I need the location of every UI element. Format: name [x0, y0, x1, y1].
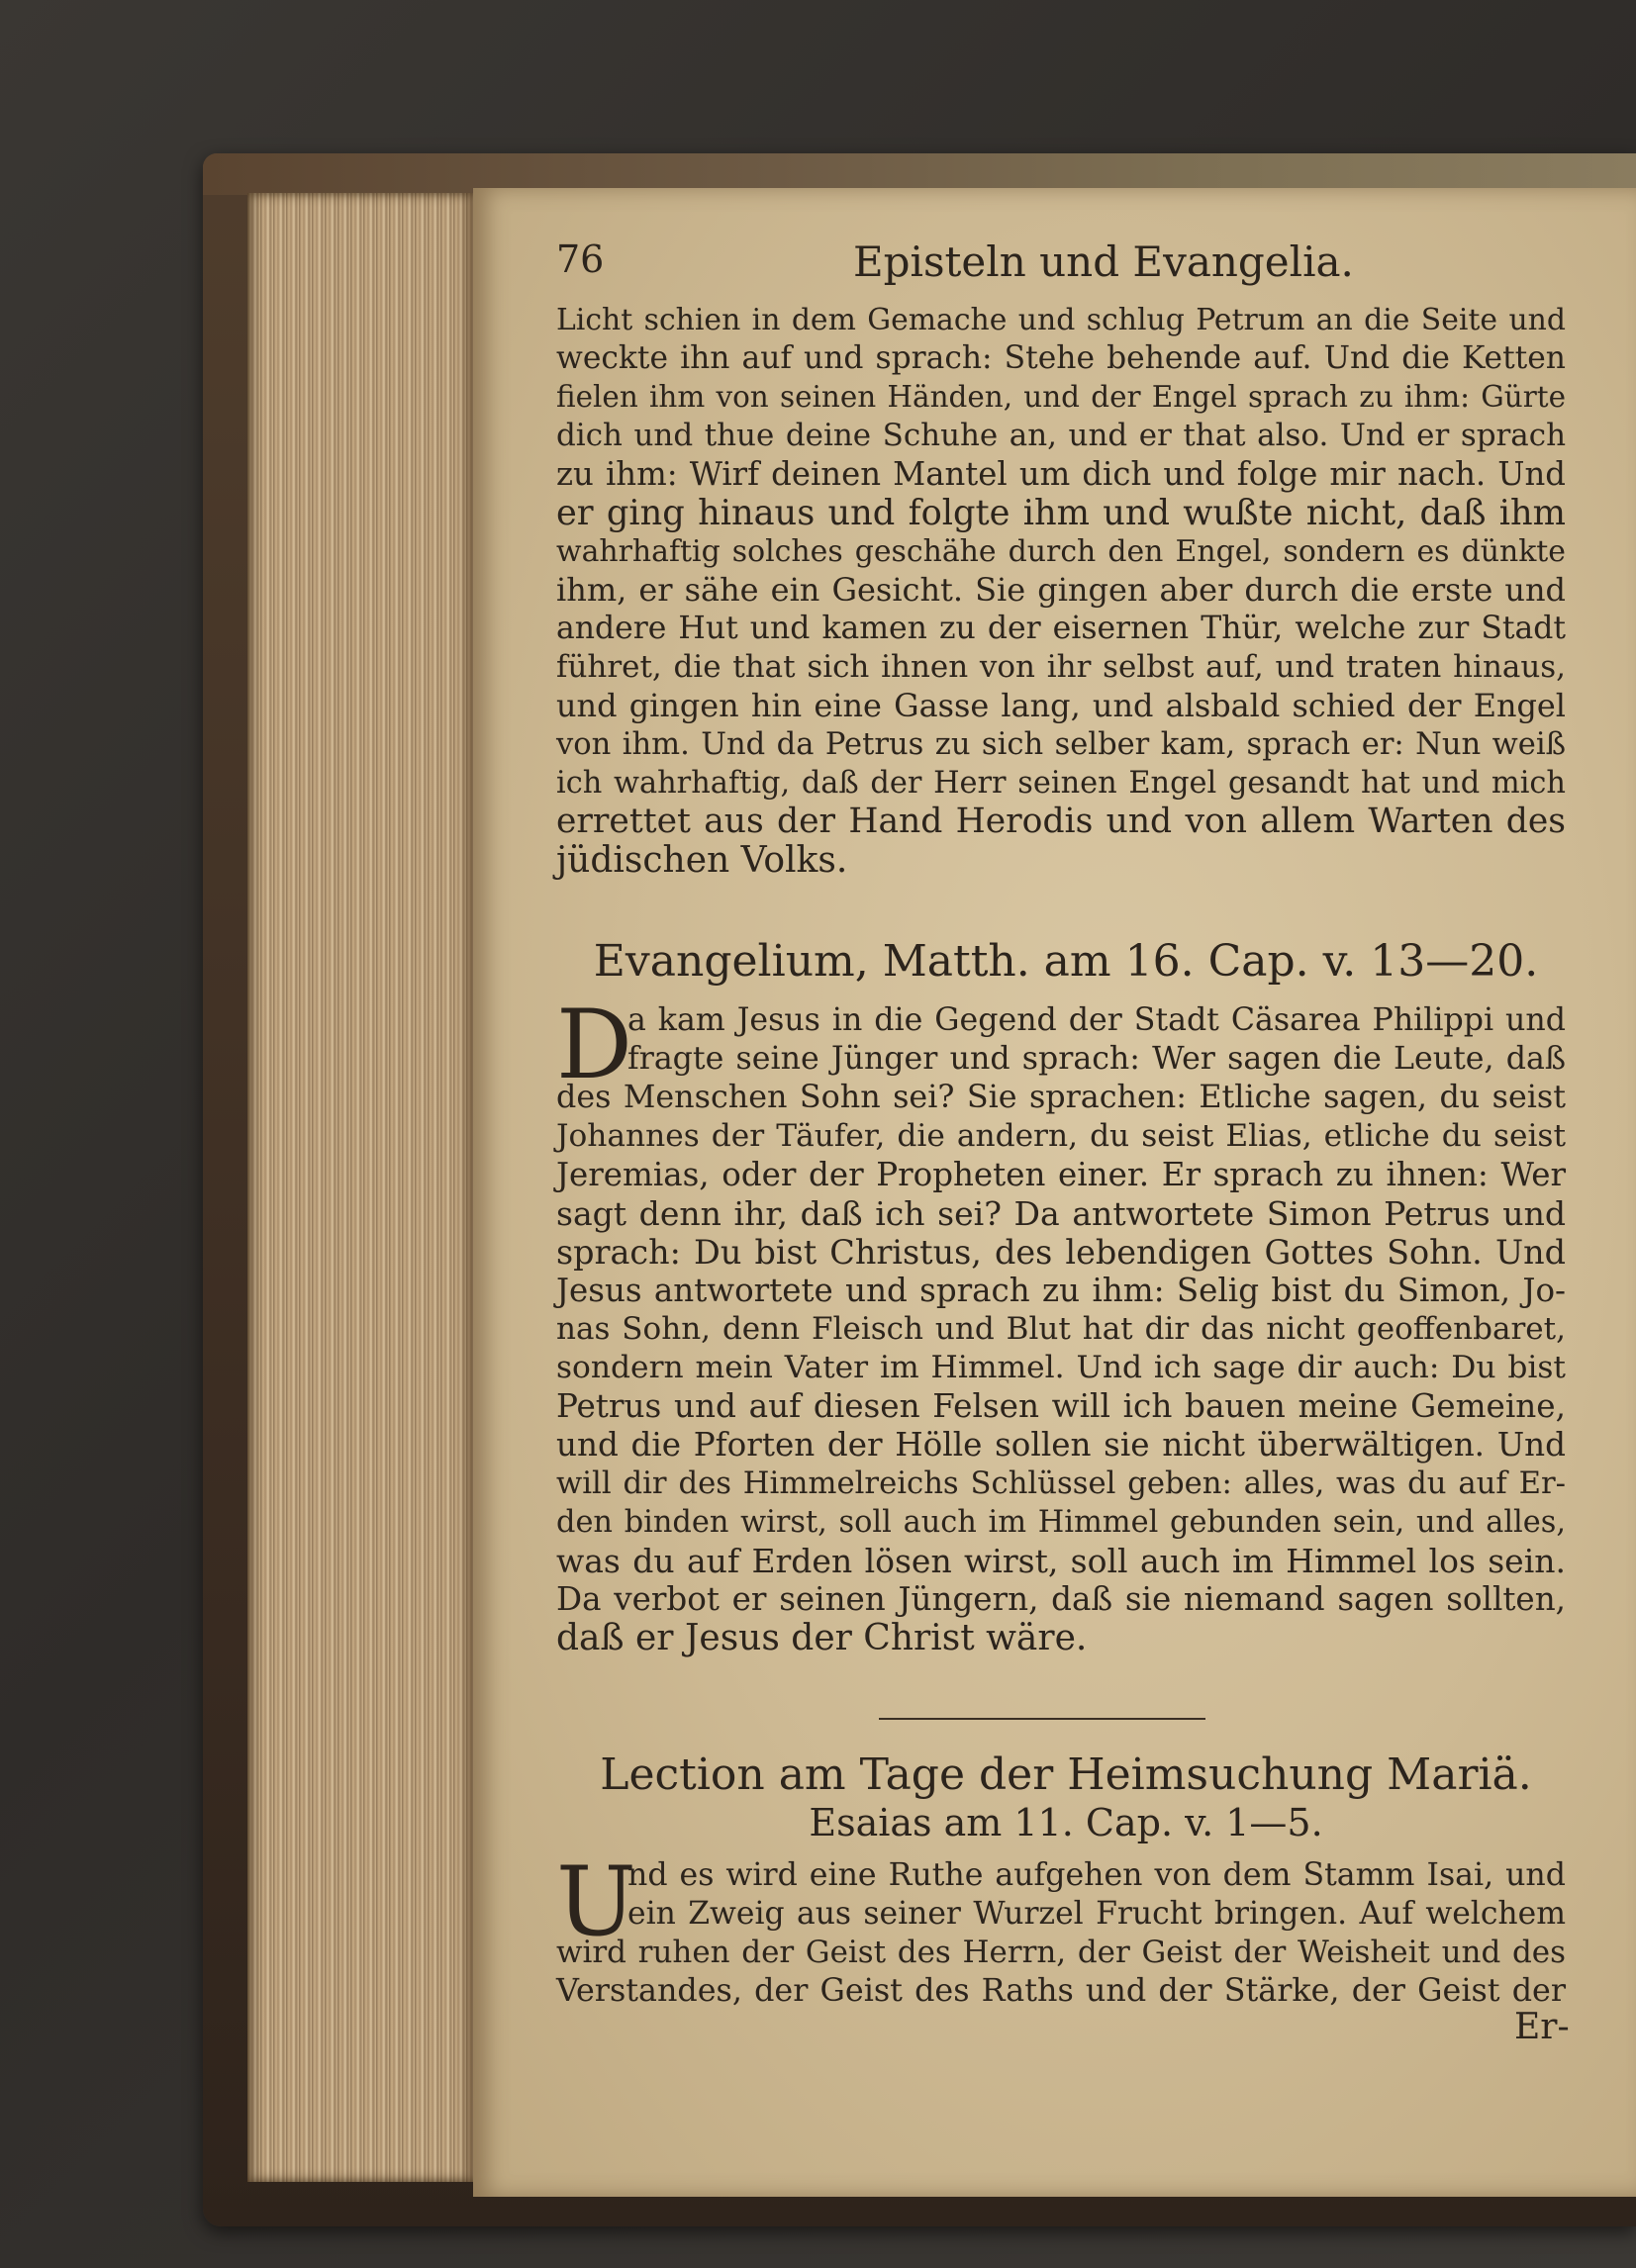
text-line: sondern mein Vater im Himmel. Und ich sage dir auch: Du bist	[556, 1350, 1566, 1385]
text-line: zu ihm: Wirf deinen Mantel um dich und folge mir nach. Und	[556, 455, 1566, 493]
epistle-continuation	[556, 301, 1566, 880]
page-number: 76	[556, 237, 605, 281]
text-line: a kam Jesus in die Gegend der Stadt Cäsarea Philippi und	[627, 1002, 1566, 1038]
text-line: wahrhaftig solches geschähe durch den Engel, sondern es dünkte	[556, 534, 1566, 569]
text-line: er ging hinaus und folgte ihm und wußte nicht, daß ihm	[556, 493, 1566, 533]
text-line: daß er Jesus der Christ wäre.	[556, 1618, 1088, 1658]
text-line: ihm, er sähe ein Gesicht. Sie gingen aber durch die erste und	[556, 571, 1566, 609]
gospel-dropcap: D	[556, 990, 632, 1100]
text-line: des Menschen Sohn sei? Sie sprachen: Etliche sagen, du seist	[556, 1080, 1566, 1115]
text-line: jüdischen Volks.	[556, 840, 848, 881]
text-line: und gingen hin eine Gasse lang, und alsbald schied der Engel	[556, 687, 1566, 724]
page-header	[556, 237, 1576, 287]
text-line: nd es wird eine Ruthe aufgehen von dem Stamm Isai, und	[627, 1857, 1566, 1893]
text-line: will dir des Himmelreichs Schlüssel geben: alles, was du auf Er-	[556, 1466, 1566, 1501]
text-line: Johannes der Täufer, die andern, du seist Elias, etliche du seist	[556, 1118, 1566, 1154]
lection-dropcap: U	[556, 1846, 636, 1957]
text-line: ein Zweig aus seiner Wurzel Frucht bringen. Auf welchem	[627, 1896, 1566, 1932]
text-line: Jesus antwortete und sprach zu ihm: Selig bist du Simon, Jo-	[556, 1272, 1566, 1309]
lection-heading: Lection am Tage der Heimsuchung Mariä.	[600, 1749, 1532, 1800]
text-line: führet, die that sich ihnen von ihr selbst auf, und traten hinaus,	[556, 649, 1566, 685]
catchword: Er-	[1514, 2007, 1570, 2047]
text-line: und die Pforten der Hölle sollen sie nicht überwältigen. Und	[556, 1426, 1566, 1464]
text-line: was du auf Erden lösen wirst, soll auch im Himmel los sein.	[556, 1542, 1566, 1580]
text-line: von ihm. Und da Petrus zu sich selber kam, sprach er: Nun weiß	[556, 727, 1566, 762]
text-line: sagt denn ihr, daß ich sei? Da antwortete Simon Petrus und	[556, 1194, 1566, 1233]
gospel-heading: Evangelium, Matth. am 16. Cap. v. 13—20.	[593, 936, 1539, 987]
text-line: andere Hut und kamen zu der eisernen Thür, welche zur Stadt	[556, 611, 1566, 646]
text-line: ich wahrhaftig, daß der Herr seinen Engel gesandt hat und mich	[556, 766, 1566, 801]
text-line: Jeremias, oder der Propheten einer. Er sprach zu ihnen: Wer	[556, 1156, 1566, 1193]
text-line: weckte ihn auf und sprach: Stehe behende auf. Und die Ketten	[556, 340, 1566, 376]
lection-subheading: Esaias am 11. Cap. v. 1—5.	[809, 1801, 1323, 1844]
lection-text	[556, 1846, 1566, 2011]
text-line: fielen ihm von seinen Händen, und der Engel sprach zu ihm: Gürte	[556, 380, 1566, 414]
text-line: Da verbot er seinen Jüngern, daß sie niemand sagen sollten,	[556, 1580, 1566, 1618]
text-line: wird ruhen der Geist des Herrn, der Geist der Weisheit und des	[556, 1935, 1566, 1970]
text-line: Licht schien in dem Gemache und schlug Petrum an die Seite und	[556, 303, 1566, 337]
page-edges	[247, 193, 475, 2182]
text-line: nas Sohn, denn Fleisch und Blut hat dir das nicht geoffenbaret,	[556, 1311, 1566, 1347]
text-line: fragte seine Jünger und sprach: Wer sagen die Leute, daß	[627, 1041, 1566, 1077]
section-divider	[879, 1718, 1205, 1720]
text-line: Verstandes, der Geist des Raths und der Stärke, der Geist der	[556, 1973, 1566, 2009]
text-line: dich und thue deine Schuhe an, und er that also. Und er sprach	[556, 418, 1566, 453]
text-line: den binden wirst, soll auch im Himmel gebunden sein, und alles,	[556, 1505, 1566, 1540]
running-head: Episteln und Evangelia.	[853, 237, 1354, 286]
text-line: errettet aus der Hand Herodis und von allem Warten des	[556, 802, 1566, 841]
text-line: Petrus und auf diesen Felsen will ich bauen meine Gemeine,	[556, 1387, 1566, 1425]
gospel-text	[556, 1001, 1566, 1657]
text-line: sprach: Du bist Christus, des lebendigen Gottes Sohn. Und	[556, 1233, 1566, 1272]
